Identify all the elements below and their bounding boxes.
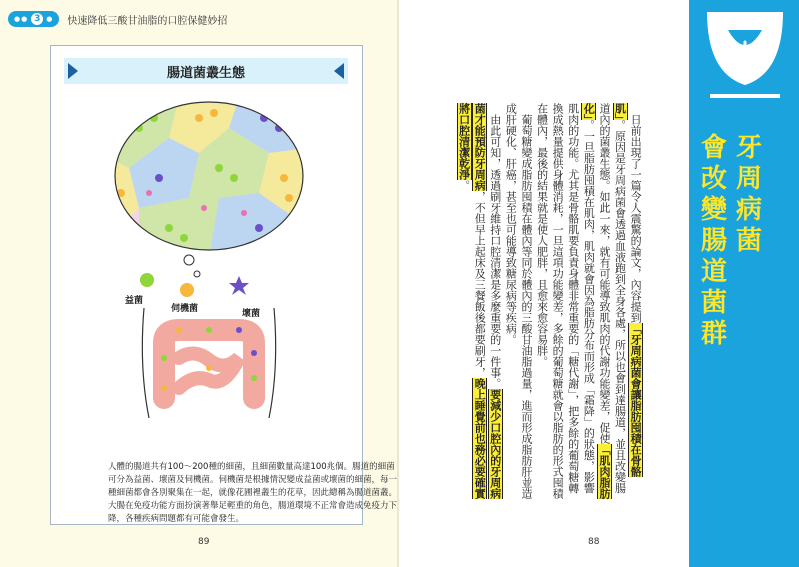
title-glyph: 病 — [736, 195, 763, 225]
highlight-clean-before-bed: 晚上睡覺前也務必要確實將口腔清潔乾淨 — [457, 103, 487, 499]
chapter-badge: ●● 3 ● — [8, 11, 59, 27]
paragraph-3: 由此可知，透過刷牙維持口腔清潔是多麼重要的一件事。要減少口腔內的牙周病菌才能預防牙周病，不但早上起床及三餐飯後都要刷牙，晚上睡覺前也務必要確實將口腔清潔乾淨。 — [457, 103, 502, 499]
label-opportunistic: 伺機菌 — [171, 304, 199, 314]
arrow-left-icon — [334, 63, 344, 79]
chapter-number: 3 — [31, 13, 43, 25]
good-bacteria-icon — [140, 273, 154, 287]
title-glyph: 菌 — [736, 226, 763, 256]
figure-title: 腸道菌叢生態 — [166, 65, 245, 81]
article-body — [456, 103, 643, 503]
figure-caption: 人體的腸道共有100〜200種的細菌，且細菌數量高達100兆個。腸道的細菌可分為益菌、壞菌及伺機菌。伺機菌是根據情況變成益菌或壞菌的細菌，每一種細菌都會各別聚集在一起，就像花圃裡叢生的花草，因此總稱為腸道菌叢。大腸在免疫功能方面扮演著舉足輕重的角色，腸道環境不正常會造成免疫力下降，各種疾病問題都有可能會發生。 — [108, 462, 398, 524]
arrow-right-icon — [68, 63, 78, 79]
sidebar-title-line2 — [701, 133, 727, 350]
label-good: 益菌 — [125, 296, 144, 306]
title-glyph: 牙 — [736, 133, 763, 163]
bad-bacteria-icon — [229, 276, 249, 295]
highlight-reduce-bacteria: 要減少口腔內的牙周病菌才能預防牙周病 — [473, 103, 502, 499]
opportunistic-bacteria-icon — [180, 283, 194, 297]
title-glyph: 群 — [701, 319, 728, 349]
gut-flora-illustration — [109, 98, 309, 418]
title-glyph: 腸 — [701, 226, 728, 256]
figure-panel — [50, 45, 398, 525]
title-glyph: 菌 — [701, 288, 728, 318]
page-number-right: 88 — [588, 537, 600, 547]
running-header — [8, 10, 227, 28]
page-number-left: 89 — [198, 537, 210, 547]
title-glyph: 會 — [701, 133, 728, 163]
figure-title-bar — [64, 58, 348, 84]
paragraph-2: 葡萄糖變成脂肪囤積在體內等同於體內的三酸甘油脂過量，進而形成脂肪肝並造成肝硬化、肝癌，甚至也可能導致糖尿病等疾病。 — [504, 103, 533, 499]
title-glyph: 道 — [701, 257, 728, 287]
label-bad: 壞菌 — [242, 309, 261, 319]
highlight-muscle-fatification: 「肌肉脂肪化」 — [582, 103, 611, 499]
sidebar-title-line1 — [736, 133, 762, 257]
title-glyph: 變 — [701, 195, 728, 225]
header-title: 快速降低三酸甘油脂的口腔保健妙招 — [67, 15, 228, 27]
title-glyph: 周 — [736, 164, 763, 194]
title-glyph: 改 — [701, 164, 728, 194]
left-page — [0, 0, 399, 567]
flora-bubble — [109, 98, 309, 258]
mouth-icon — [700, 12, 790, 107]
paragraph-1: 日前出現了一篇令人震驚的論文，內容提到「牙周病菌會讓脂肪囤積在骨骼肌」。原因是牙周病菌會透過血液跑到全身各處，所以也會到達腸道，並且改變腸道內的菌叢生態。如此一來，就有可能導致肌肉的代謝功能變差，促使「肌肉脂肪化」。一旦脂肪囤積在肌肉，肌肉就會因為脂肪分布而形成「霜降」的狀態，影響肌肉的功能。尤其是骨骼肌要負責身體非常重要的「糖代謝」，把多餘的葡萄糖轉換成熱量提供身體消耗，一旦這項功能變差，多餘的葡萄糖就會以脂肪的形式囤積在體內，最後的結果就是使人肥胖，且愈來愈容易胖。 — [535, 103, 643, 499]
highlight-muscle-fat: 「牙周病菌會讓脂肪囤積在骨骼肌」 — [613, 103, 643, 477]
